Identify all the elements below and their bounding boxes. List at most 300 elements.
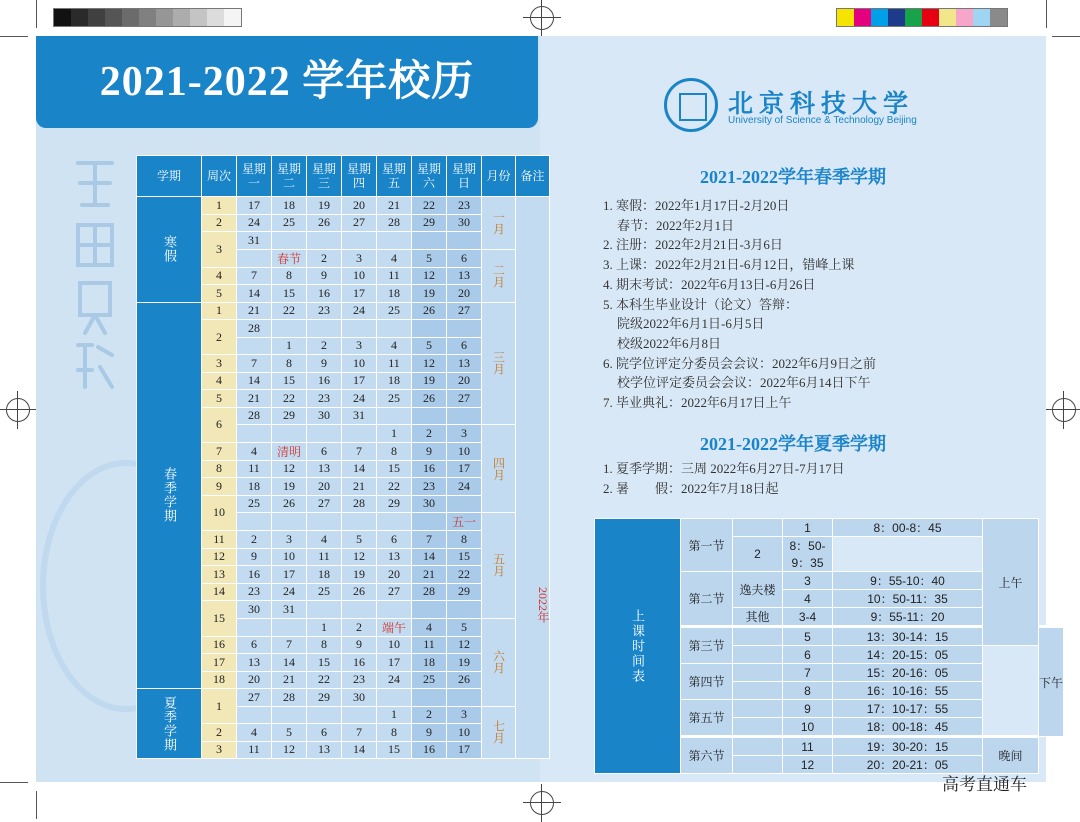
calendar-day: 8	[272, 267, 307, 285]
calendar-day: 24	[342, 390, 377, 408]
week-number: 3	[202, 355, 237, 373]
calendar-day	[412, 689, 447, 707]
calendar-day: 23	[342, 671, 377, 689]
calendar-day: 2	[237, 531, 272, 549]
calendar-day	[412, 320, 447, 338]
period-number: 5	[783, 627, 833, 646]
seal-calligraphy-icon	[70, 155, 120, 395]
page-title: 2021-2022 学年校历	[99, 59, 475, 105]
calendar-day: 27	[377, 583, 412, 601]
calendar-day: 9	[412, 724, 447, 742]
header-thu: 星期四	[342, 156, 377, 197]
calendar-day: 10	[377, 636, 412, 654]
calendar-day: 7	[272, 636, 307, 654]
calendar-day	[447, 320, 482, 338]
calendar-day: 26	[412, 390, 447, 408]
month-label: 五月	[482, 513, 516, 619]
building-empty	[733, 700, 783, 718]
crop-mark	[36, 0, 37, 28]
calendar-day: 12	[447, 636, 482, 654]
session-name: 第一节	[681, 519, 733, 572]
header-note: 备注	[516, 156, 550, 197]
calendar-day: 25	[377, 390, 412, 408]
calendar-day	[237, 425, 272, 443]
calendar-day: 17	[447, 741, 482, 759]
calendar-day: 22	[412, 197, 447, 215]
period-number: 6	[783, 646, 833, 664]
calendar-day: 7	[342, 724, 377, 742]
calendar-day: 31	[272, 601, 307, 619]
semester-label: 夏季学期	[137, 689, 202, 759]
week-number: 3	[202, 741, 237, 759]
calendar-day: 11	[377, 267, 412, 285]
calendar-day: 27	[447, 302, 482, 320]
calendar-day: 13	[377, 548, 412, 566]
calendar-day: 30	[237, 601, 272, 619]
calendar-day	[377, 407, 412, 425]
calendar-day: 20	[342, 197, 377, 215]
calendar-day	[237, 337, 272, 355]
calendar-day: 16	[237, 566, 272, 584]
calendar-day: 20	[377, 566, 412, 584]
calendar-day: 3	[447, 425, 482, 443]
header-sun: 星期日	[447, 156, 482, 197]
week-number: 17	[202, 654, 237, 672]
calendar-day	[307, 320, 342, 338]
calendar-day: 8	[377, 724, 412, 742]
calendar-day: 23	[237, 583, 272, 601]
calendar-day: 17	[342, 372, 377, 390]
calendar-day: 9	[307, 355, 342, 373]
calendar-day: 14	[272, 654, 307, 672]
month-label: 二月	[482, 249, 516, 302]
calendar-day: 18	[377, 372, 412, 390]
calendar-day: 17	[447, 460, 482, 478]
calendar-day	[272, 618, 307, 636]
calendar-day: 14	[342, 741, 377, 759]
calendar-day: 13	[447, 267, 482, 285]
semester-item: 4. 期末考试：2022年6月13日-6月26日	[603, 276, 816, 292]
crop-mark	[0, 782, 28, 783]
calendar-day: 29	[412, 214, 447, 232]
registration-mark-bottom	[530, 791, 554, 815]
calendar-day: 4	[377, 337, 412, 355]
calendar-day: 16	[307, 285, 342, 303]
calendar-day: 24	[272, 583, 307, 601]
calendar-day: 26	[342, 583, 377, 601]
schedule-row	[595, 519, 1064, 537]
calendar-day	[342, 706, 377, 724]
calendar-day	[377, 689, 412, 707]
calendar-day: 5	[342, 531, 377, 549]
semester-item: 春节：2022年2月1日	[617, 217, 735, 233]
calendar-day	[412, 601, 447, 619]
year-note: 2022年	[516, 197, 550, 759]
calendar-day: 10	[342, 355, 377, 373]
calendar-day: 19	[412, 285, 447, 303]
calendar-day: 22	[307, 671, 342, 689]
calendar-day: 13	[307, 741, 342, 759]
calendar-day	[272, 513, 307, 531]
calendar-day: 10	[447, 724, 482, 742]
calendar-day: 27	[447, 390, 482, 408]
calendar-day: 15	[377, 741, 412, 759]
calendar-day: 10	[272, 548, 307, 566]
calendar-day: 17	[272, 566, 307, 584]
calendar-day: 19	[272, 478, 307, 496]
calendar-row	[137, 302, 550, 320]
calendar-day: 3	[447, 706, 482, 724]
calendar-day	[377, 232, 412, 250]
week-number: 2	[202, 724, 237, 742]
calendar-day	[412, 513, 447, 531]
calendar-day: 20	[237, 671, 272, 689]
calendar-day: 21	[412, 566, 447, 584]
week-number: 10	[202, 495, 237, 531]
calendar-day: 28	[412, 583, 447, 601]
building-empty	[733, 627, 783, 646]
period-number: 4	[783, 590, 833, 608]
calendar-day: 20	[447, 285, 482, 303]
calendar-day: 22	[272, 390, 307, 408]
calendar-day: 9	[412, 442, 447, 460]
calendar-day: 6	[307, 724, 342, 742]
calendar-day: 9	[342, 636, 377, 654]
session-name: 第五节	[681, 700, 733, 737]
crop-mark	[36, 791, 37, 819]
week-number: 5	[202, 390, 237, 408]
week-number: 3	[202, 232, 237, 268]
calendar-day: 21	[342, 478, 377, 496]
calendar-day: 29	[447, 583, 482, 601]
calendar-day	[272, 706, 307, 724]
calendar-day	[342, 601, 377, 619]
semester-item: 2. 注册：2022年2月21日-3月6日	[603, 237, 783, 253]
semester-label: 春季学期	[137, 302, 202, 689]
period-time: 10：50-11：35	[833, 590, 983, 608]
calendar-day: 3	[342, 249, 377, 267]
calendar-day: 15	[272, 372, 307, 390]
session-name: 第四节	[681, 664, 733, 700]
week-number: 9	[202, 478, 237, 496]
calendar-day: 24	[447, 478, 482, 496]
calendar-day: 20	[447, 372, 482, 390]
period-time: 9：55-11：20	[833, 608, 983, 627]
calendar-day: 2	[342, 618, 377, 636]
calendar-day: 28	[237, 407, 272, 425]
day-part: 上午	[983, 519, 1039, 646]
color-bar	[836, 8, 1008, 27]
calendar-day	[342, 513, 377, 531]
calendar-day: 24	[377, 671, 412, 689]
calendar-day: 8	[272, 355, 307, 373]
calendar-day: 28	[237, 320, 272, 338]
calendar-day: 30	[447, 214, 482, 232]
calendar-day	[272, 320, 307, 338]
calendar-day: 31	[342, 407, 377, 425]
period-number: 11	[783, 737, 833, 756]
calendar-day: 2	[307, 249, 342, 267]
calendar-day	[377, 601, 412, 619]
calendar-row	[137, 197, 550, 215]
registration-mark-left	[6, 398, 30, 422]
calendar-day: 11	[237, 741, 272, 759]
calendar-day: 22	[272, 302, 307, 320]
calendar-day	[272, 425, 307, 443]
week-number: 5	[202, 285, 237, 303]
decorative-seal-text	[70, 155, 120, 408]
semester-label: 寒假	[137, 197, 202, 303]
building-empty	[733, 664, 783, 682]
building-empty	[733, 519, 783, 537]
calendar-day: 21	[272, 671, 307, 689]
calendar-day: 21	[377, 197, 412, 215]
university-name-cn: 北京科技大学	[728, 91, 915, 118]
university-name-en: University of Science & Technology Beijing	[728, 115, 917, 126]
calendar-day	[412, 232, 447, 250]
schedule-label: 上课时间表	[595, 519, 681, 774]
header-wed: 星期三	[307, 156, 342, 197]
period-number: 3-4	[783, 608, 833, 627]
calendar-day: 12	[272, 460, 307, 478]
calendar-day	[237, 618, 272, 636]
calendar-day: 5	[412, 249, 447, 267]
semester-item: 1. 寒假：2022年1月17日-2月20日	[603, 198, 790, 213]
building-empty	[733, 646, 783, 664]
calendar-day: 9	[237, 548, 272, 566]
calendar-day: 6	[237, 636, 272, 654]
calendar-day: 19	[447, 654, 482, 672]
period-time: 20：20-21：05	[833, 756, 983, 774]
calendar-day	[342, 425, 377, 443]
spring-semester-title: 2021-2022学年春季学期	[700, 167, 886, 187]
calendar-day: 16	[412, 741, 447, 759]
period-time: 18：00-18：45	[833, 718, 983, 737]
month-label: 七月	[482, 706, 516, 759]
calendar-day: 16	[412, 460, 447, 478]
month-label: 四月	[482, 425, 516, 513]
calendar-day	[377, 513, 412, 531]
calendar-day: 14	[412, 548, 447, 566]
calendar-day	[342, 232, 377, 250]
calendar-day: 10	[342, 267, 377, 285]
calendar-day: 21	[237, 390, 272, 408]
building-empty	[733, 756, 783, 774]
calendar-day: 19	[342, 566, 377, 584]
calendar-day: 28	[377, 214, 412, 232]
calendar-day: 19	[412, 372, 447, 390]
calendar-day: 1	[307, 618, 342, 636]
calendar-day: 端午	[377, 618, 412, 636]
calendar-day: 24	[342, 302, 377, 320]
summer-semester-list	[603, 459, 845, 498]
week-number: 13	[202, 566, 237, 584]
calendar-table	[136, 155, 550, 759]
calendar-day: 16	[342, 654, 377, 672]
calendar-day	[307, 232, 342, 250]
calendar-day: 6	[447, 337, 482, 355]
calendar-day	[272, 232, 307, 250]
calendar-day: 1	[377, 706, 412, 724]
header-mon: 星期一	[237, 156, 272, 197]
spring-semester-list	[603, 196, 876, 413]
calendar-day: 14	[237, 372, 272, 390]
calendar-day: 7	[342, 442, 377, 460]
period-number: 12	[783, 756, 833, 774]
calendar-day: 15	[272, 285, 307, 303]
calendar-day: 29	[307, 689, 342, 707]
header-fri: 星期五	[377, 156, 412, 197]
building-empty	[733, 682, 783, 700]
calendar-day: 11	[307, 548, 342, 566]
calendar-day	[377, 320, 412, 338]
calendar-day	[342, 320, 377, 338]
calendar-day: 26	[447, 671, 482, 689]
header-week: 周次	[202, 156, 237, 197]
registration-mark-top	[530, 6, 554, 30]
calendar-day: 13	[237, 654, 272, 672]
calendar-day: 11	[237, 460, 272, 478]
calendar-day: 4	[412, 618, 447, 636]
calendar-day: 12	[412, 355, 447, 373]
calendar-day: 14	[342, 460, 377, 478]
calendar-day: 26	[307, 214, 342, 232]
header-month: 月份	[482, 156, 516, 197]
calendar-day: 7	[237, 355, 272, 373]
period-time: 9：55-10：40	[833, 572, 983, 590]
calendar-day: 6	[377, 531, 412, 549]
calendar-day	[307, 601, 342, 619]
calendar-day: 27	[307, 495, 342, 513]
calendar-day: 18	[307, 566, 342, 584]
period-time: 8：00-8：45	[833, 519, 983, 537]
calendar-day: 10	[447, 442, 482, 460]
week-number: 4	[202, 267, 237, 285]
calendar-day	[307, 706, 342, 724]
calendar-day: 23	[307, 390, 342, 408]
semester-item: 3. 上课：2022年2月21日-6月12日，错峰上课	[603, 257, 855, 273]
calendar-day: 29	[377, 495, 412, 513]
calendar-day: 2	[412, 425, 447, 443]
week-number: 14	[202, 583, 237, 601]
month-label: 三月	[482, 302, 516, 425]
calendar-day: 31	[237, 232, 272, 250]
calendar-day: 25	[272, 214, 307, 232]
period-time: 16：10-16：55	[833, 682, 983, 700]
week-number: 1	[202, 689, 237, 724]
calendar-day: 30	[342, 689, 377, 707]
building-empty	[733, 718, 783, 737]
semester-item: 2. 暑 假：2022年7月18日起	[603, 480, 779, 496]
header-sat: 星期六	[412, 156, 447, 197]
calendar-day: 春节	[272, 249, 307, 267]
calendar-day: 17	[342, 285, 377, 303]
calendar-day: 16	[307, 372, 342, 390]
calendar-day: 8	[447, 531, 482, 549]
calendar-day: 1	[377, 425, 412, 443]
calendar-day: 28	[272, 689, 307, 707]
semester-item: 校学位评定委员会会议：2022年6月14日下午	[617, 375, 871, 391]
building-name: 其他	[733, 608, 783, 627]
period-number: 2	[733, 537, 783, 572]
calendar-day: 30	[307, 407, 342, 425]
semester-item: 院级2022年6月1日-6月5日	[617, 316, 765, 332]
calendar-day: 26	[412, 302, 447, 320]
calendar-day: 4	[237, 442, 272, 460]
building-name: 逸夫楼	[733, 572, 783, 608]
calendar-day: 23	[447, 197, 482, 215]
period-time: 8：50-9：35	[783, 537, 833, 572]
calendar-day: 13	[447, 355, 482, 373]
grayscale-bar	[53, 8, 242, 27]
semester-item: 5. 本科生毕业设计（论文）答辩：	[603, 296, 799, 312]
calendar-day: 7	[237, 267, 272, 285]
calendar-day	[237, 513, 272, 531]
calendar-day: 27	[237, 689, 272, 707]
period-number: 8	[783, 682, 833, 700]
week-number: 15	[202, 601, 237, 637]
calendar-day	[307, 425, 342, 443]
period-time: 17：10-17：55	[833, 700, 983, 718]
calendar-day: 5	[272, 724, 307, 742]
calendar-day: 清明	[272, 442, 307, 460]
calendar-day	[447, 601, 482, 619]
calendar-day: 26	[272, 495, 307, 513]
building-empty	[733, 737, 783, 756]
period-number: 1	[783, 519, 833, 537]
calendar-day: 23	[412, 478, 447, 496]
month-label: 六月	[482, 618, 516, 706]
calendar-day: 20	[307, 478, 342, 496]
calendar-header-row	[137, 156, 550, 197]
day-part: 晚间	[983, 737, 1039, 774]
week-number: 11	[202, 531, 237, 549]
calendar-day: 3	[342, 337, 377, 355]
week-number: 18	[202, 671, 237, 689]
week-number: 16	[202, 636, 237, 654]
week-number: 2	[202, 214, 237, 232]
calendar-day: 27	[342, 214, 377, 232]
calendar-day	[412, 407, 447, 425]
summer-semester-title: 2021-2022学年夏季学期	[700, 434, 886, 454]
calendar-day: 21	[237, 302, 272, 320]
calendar-day: 18	[237, 478, 272, 496]
registration-mark-right	[1052, 398, 1076, 422]
crop-mark	[0, 36, 28, 37]
calendar-day	[307, 513, 342, 531]
class-schedule-table	[594, 518, 1064, 774]
calendar-day: 2	[307, 337, 342, 355]
crop-mark	[1052, 36, 1080, 37]
calendar-day: 12	[272, 741, 307, 759]
day-part: 下午	[1039, 627, 1064, 737]
period-time: 14：20-15：05	[833, 646, 983, 664]
calendar-day: 五一	[447, 513, 482, 531]
period-time: 15：20-16：05	[833, 664, 983, 682]
calendar-day: 17	[377, 654, 412, 672]
period-number: 9	[783, 700, 833, 718]
calendar-day: 25	[307, 583, 342, 601]
calendar-day	[447, 689, 482, 707]
calendar-day: 13	[307, 460, 342, 478]
semester-item: 7. 毕业典礼：2022年6月17日上午	[603, 395, 792, 411]
calendar-day: 11	[377, 355, 412, 373]
week-number: 2	[202, 320, 237, 355]
calendar-day: 3	[272, 531, 307, 549]
calendar-day: 4	[307, 531, 342, 549]
calendar-day: 17	[237, 197, 272, 215]
calendar-day: 8	[377, 442, 412, 460]
